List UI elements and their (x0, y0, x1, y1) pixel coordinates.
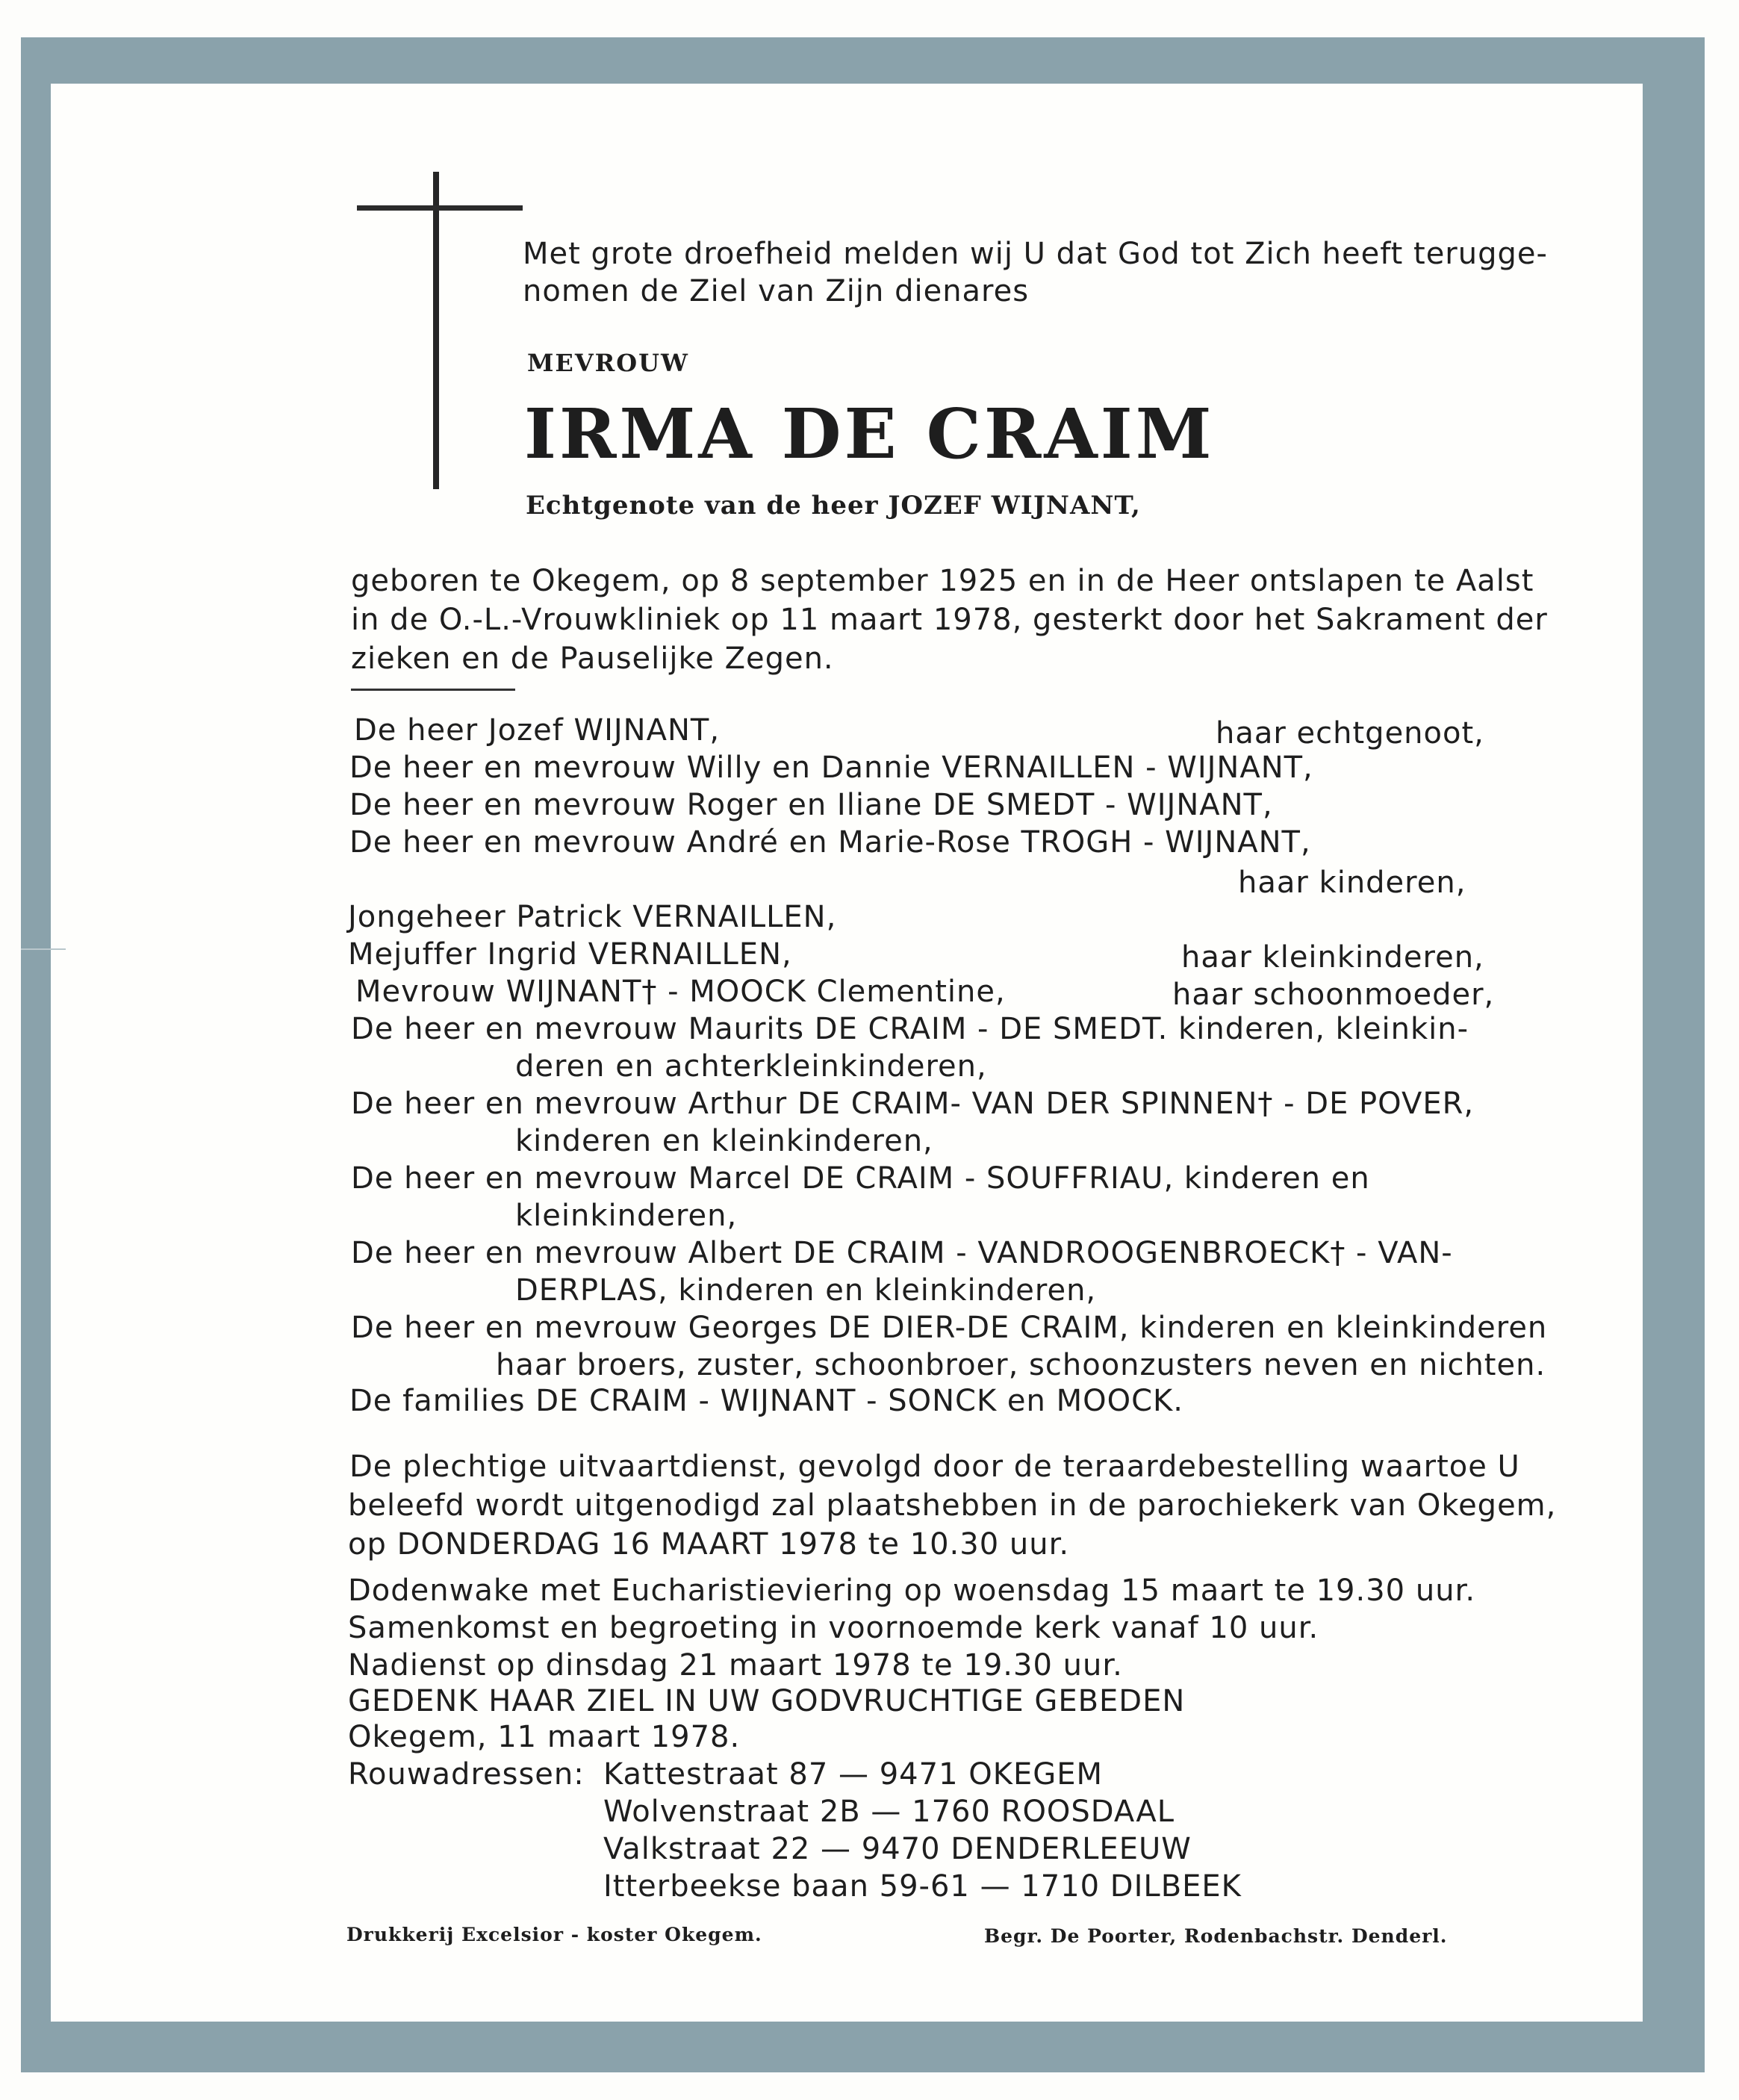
children-role: haar kinderen, (1238, 866, 1466, 900)
section-divider (351, 689, 515, 691)
mother-in-law: Mevrouw WIJNANT† - MOOCK Clementine, (355, 975, 1006, 1009)
child-1: De heer en mevrouw Willy en Dannie VERNAILLEN - WIJNANT, (349, 751, 1313, 785)
birth-line-1: geboren te Okegem, op 8 september 1925 en in de Heer ontslapen te Aalst (351, 564, 1534, 598)
service-line-3: op DONDERDAG 16 MAART 1978 te 10.30 uur. (348, 1527, 1070, 1562)
sibling-2-line-2: kinderen en kleinkinderen, (515, 1124, 933, 1158)
cross-bar (357, 205, 523, 211)
child-3: De heer en mevrouw André en Marie-Rose TROGH - WIJNANT, (349, 825, 1311, 860)
address-1: Kattestraat 87 — 9471 OKEGEM (603, 1757, 1104, 1792)
addresses-label: Rouwadressen: (348, 1757, 585, 1792)
grandchild-2: Mejuffer Ingrid VERNAILLEN, (348, 937, 792, 972)
mother-in-law-role: haar schoonmoeder, (1172, 978, 1495, 1012)
sibling-3-line-1: De heer en mevrouw Marcel DE CRAIM - SOUFFRIAU, kinderen en (351, 1161, 1370, 1196)
grandchild-1: Jongeheer Patrick VERNAILLEN, (348, 900, 837, 934)
honorific: MEVROUW (527, 349, 689, 377)
gathering-line: Samenkomst en begroeting in voornoemde kerk vanaf 10 uur. (348, 1611, 1319, 1645)
service-line-2: beleefd wordt uitgenodigd zal plaatshebben in de parochiekerk van Okegem, (348, 1488, 1557, 1523)
sibling-2-line-1: De heer en mevrouw Arthur DE CRAIM- VAN DER SPINNEN† - DE POVER, (351, 1087, 1475, 1121)
husband-role: haar echtgenoot, (1216, 716, 1484, 751)
spouse-line: Echtgenote van de heer JOZEF WIJNANT, (526, 491, 1141, 521)
undertaker-credit: Begr. De Poorter, Rodenbachstr. Denderl. (984, 1925, 1448, 1947)
sibling-1-line-2: deren en achterkleinkinderen, (515, 1049, 987, 1084)
fold-mark (21, 948, 66, 950)
sibling-1-line-1: De heer en mevrouw Maurits DE CRAIM - DE SMEDT. kinderen, kleinkin- (351, 1012, 1469, 1046)
cross-icon (433, 172, 439, 489)
families-line: De families DE CRAIM - WIJNANT - SONCK en MOOCK. (349, 1384, 1183, 1418)
child-2: De heer en mevrouw Roger en Iliane DE SMEDT - WIJNANT, (349, 788, 1273, 822)
deceased-name: IRMA DE CRAIM (524, 394, 1215, 474)
address-3: Valkstraat 22 — 9470 DENDERLEEUW (603, 1832, 1192, 1866)
sibling-4-line-1: De heer en mevrouw Albert DE CRAIM - VANDROOGENBROECK† - VAN- (351, 1236, 1453, 1270)
birth-line-3: zieken en de Pauselijke Zegen. (351, 642, 834, 676)
place-date: Okegem, 11 maart 1978. (348, 1720, 741, 1754)
birth-line-2: in de O.-L.-Vrouwkliniek op 11 maart 1978, gesterkt door het Sakrament der (351, 603, 1548, 637)
sibling-4-line-2: DERPLAS, kinderen en kleinkinderen, (515, 1273, 1097, 1308)
address-2: Wolvenstraat 2B — 1760 ROOSDAAL (603, 1795, 1175, 1829)
grandchildren-role: haar kleinkinderen, (1181, 940, 1484, 975)
wake-line: Dodenwake met Eucharistieviering op woensdag 15 maart te 19.30 uur. (348, 1574, 1476, 1608)
printer-credit: Drukkerij Excelsior - koster Okegem. (346, 1924, 762, 1945)
sibling-5: De heer en mevrouw Georges DE DIER-DE CRAIM, kinderen en kleinkinderen (351, 1311, 1548, 1345)
prayer-line: GEDENK HAAR ZIEL IN UW GODVRUCHTIGE GEBEDEN (348, 1684, 1186, 1718)
other-relatives: haar broers, zuster, schoonbroer, schoonzusters neven en nichten. (496, 1348, 1546, 1382)
intro-line-1: Met grote droefheid melden wij U dat God tot Zich heeft terugge- (523, 237, 1548, 271)
address-4: Itterbeekse baan 59-61 — 1710 DILBEEK (603, 1869, 1242, 1904)
husband-name: De heer Jozef WIJNANT, (354, 713, 721, 748)
after-service-line: Nadienst op dinsdag 21 maart 1978 te 19.30 uur. (348, 1648, 1123, 1683)
service-line-1: De plechtige uitvaartdienst, gevolgd door de teraardebestelling waartoe U (349, 1450, 1520, 1484)
intro-line-2: nomen de Ziel van Zijn dienares (523, 274, 1030, 308)
sibling-3-line-2: kleinkinderen, (515, 1199, 738, 1233)
